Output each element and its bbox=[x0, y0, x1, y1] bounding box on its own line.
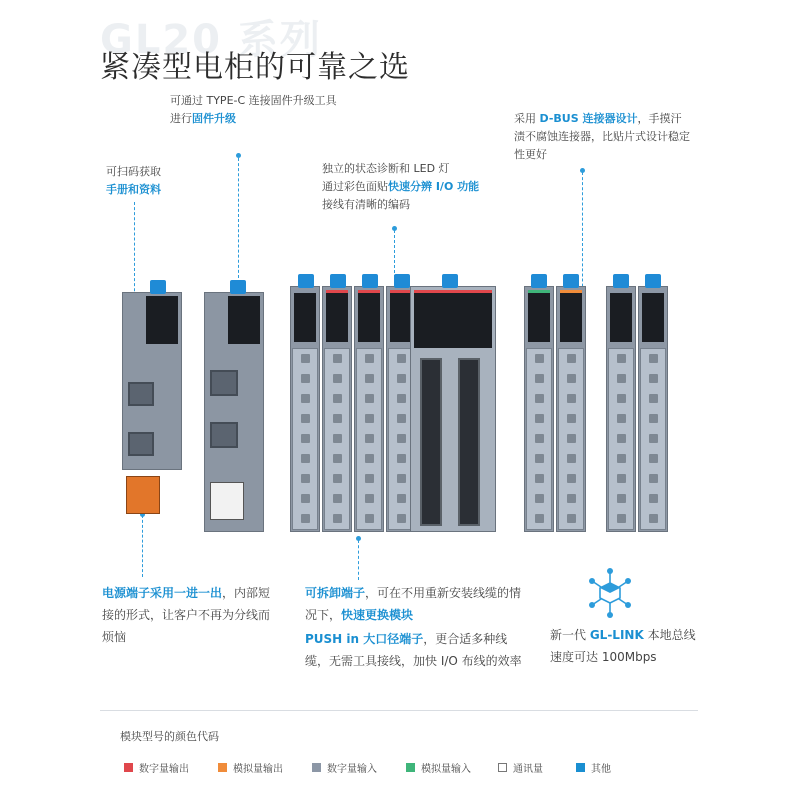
note-led-highlight: 快速分辨 I/O 功能 bbox=[388, 180, 480, 193]
terminal-hole bbox=[567, 354, 576, 363]
legend-label-digital-input: 数字量输入 bbox=[327, 764, 377, 775]
terminal-hole bbox=[567, 394, 576, 403]
ethernet-port-2 bbox=[128, 432, 154, 456]
terminal-hole bbox=[333, 354, 342, 363]
note-firmware-highlight: 固件升级 bbox=[192, 112, 236, 125]
note-scan bbox=[106, 163, 196, 199]
terminal-hole bbox=[617, 414, 626, 423]
led-panel-io-1 bbox=[294, 290, 316, 342]
terminal-hole bbox=[365, 454, 374, 463]
legend-swatch-communication bbox=[498, 763, 507, 772]
note-removable-post: ，可在不用重新安装线缆的情况下， bbox=[305, 586, 522, 622]
terminal-hole bbox=[397, 494, 406, 503]
terminal-hole bbox=[535, 434, 544, 443]
page-title: 紧凑型电柜的可靠之选 bbox=[100, 50, 410, 85]
terminal-hole bbox=[365, 434, 374, 443]
din-clip-io-7 bbox=[613, 274, 629, 288]
terminal-hole bbox=[567, 414, 576, 423]
terminal-hole bbox=[567, 494, 576, 503]
note-dbus-pre: 采用 bbox=[514, 112, 540, 125]
note-removable-highlight-2: 快速更换模块 bbox=[341, 608, 414, 622]
note-dbus-highlight: D-BUS 连接器设计 bbox=[539, 112, 638, 125]
terminal-hole bbox=[397, 454, 406, 463]
note-led-line3: 接线有清晰的编码 bbox=[322, 198, 410, 211]
terminal-hole bbox=[649, 354, 658, 363]
callout-line-power bbox=[142, 515, 143, 577]
note-glink-post: 本地总线 bbox=[643, 628, 696, 642]
callout-dot-firmware bbox=[236, 153, 241, 158]
terminal-hole bbox=[333, 394, 342, 403]
ethernet-port-3 bbox=[210, 370, 238, 396]
status-panel-cpu-1 bbox=[146, 296, 178, 344]
terminal-hole bbox=[567, 454, 576, 463]
note-scan-text: 可扫码获取 bbox=[106, 165, 161, 178]
note-scan-highlight: 手册和资料 bbox=[106, 183, 161, 196]
terminal-hole bbox=[301, 474, 310, 483]
terminal-hole bbox=[333, 434, 342, 443]
terminal-hole bbox=[301, 494, 310, 503]
terminal-hole bbox=[535, 394, 544, 403]
legend-item-other bbox=[576, 760, 611, 775]
legend-swatch-other bbox=[576, 763, 585, 772]
led-panel-io-8 bbox=[642, 290, 664, 342]
terminal-hole bbox=[617, 454, 626, 463]
note-glink-pre: 新一代 bbox=[550, 628, 590, 642]
terminal-hole bbox=[333, 474, 342, 483]
terminal-hole bbox=[333, 494, 342, 503]
note-push-highlight: PUSH in 大口径端子 bbox=[305, 632, 424, 646]
din-clip-io-3 bbox=[362, 274, 378, 288]
status-panel-cpu-2 bbox=[228, 296, 260, 344]
note-dbus-post: ，手摸汗渍不腐蚀连接器，比贴片式设计稳定性更好 bbox=[514, 112, 690, 161]
terminal-hole bbox=[649, 374, 658, 383]
note-led-line2: 通过彩色面贴 bbox=[322, 180, 388, 193]
terminal-hole bbox=[333, 514, 342, 523]
led-panel-io-6 bbox=[560, 290, 582, 342]
legend-swatch-analog-input bbox=[406, 763, 415, 772]
led-panel-io-7 bbox=[610, 290, 632, 342]
terminal-hole bbox=[649, 514, 658, 523]
terminal-hole bbox=[535, 374, 544, 383]
terminal-hole bbox=[365, 374, 374, 383]
din-clip-io-8 bbox=[645, 274, 661, 288]
terminal-hole bbox=[365, 394, 374, 403]
series-watermark: GL20 系列 bbox=[100, 17, 322, 63]
terminal-hole bbox=[397, 474, 406, 483]
terminal-hole bbox=[365, 494, 374, 503]
legend-title: 模块型号的颜色代码 bbox=[120, 730, 219, 743]
note-removable-highlight: 可拆卸端子 bbox=[305, 586, 366, 600]
note-power-highlight: 电源端子采用一进一出 bbox=[102, 586, 223, 600]
terminal-hole bbox=[649, 414, 658, 423]
terminal-hole bbox=[617, 354, 626, 363]
din-clip-io-1 bbox=[298, 274, 314, 288]
terminal-hole bbox=[535, 474, 544, 483]
terminal-hole bbox=[617, 434, 626, 443]
din-clip-cpu-2 bbox=[230, 280, 246, 294]
note-firmware bbox=[170, 92, 340, 128]
terminal-hole bbox=[535, 514, 544, 523]
terminal-hole bbox=[649, 394, 658, 403]
terminal-hole bbox=[617, 494, 626, 503]
terminal-hole bbox=[617, 474, 626, 483]
terminal-hole bbox=[365, 414, 374, 423]
legend-label-analog-input: 模拟量输入 bbox=[421, 764, 471, 775]
note-glink-highlight: GL-LINK bbox=[589, 628, 644, 642]
callout-line-firmware bbox=[238, 158, 239, 278]
terminal-hole bbox=[535, 494, 544, 503]
legend-label-communication: 通讯量 bbox=[513, 764, 543, 775]
legend-item-analog-input bbox=[406, 760, 471, 775]
terminal-hole bbox=[617, 374, 626, 383]
legend-label-other: 其他 bbox=[591, 764, 611, 775]
led-panel-io-2 bbox=[326, 290, 348, 342]
note-power bbox=[102, 582, 280, 648]
terminal-hole bbox=[397, 354, 406, 363]
terminal-hole bbox=[301, 414, 310, 423]
din-clip-io-6 bbox=[563, 274, 579, 288]
terminal-hole bbox=[333, 454, 342, 463]
terminal-hole bbox=[365, 354, 374, 363]
callout-line-removable bbox=[358, 540, 359, 580]
led-panel-io-4 bbox=[390, 290, 412, 342]
legend-item-digital-input bbox=[312, 760, 377, 775]
ethernet-port-4 bbox=[210, 422, 238, 448]
power-terminal-cpu-2 bbox=[210, 482, 244, 520]
din-clip-io-4 bbox=[394, 274, 410, 288]
note-glink bbox=[550, 624, 720, 668]
terminal-hole bbox=[649, 494, 658, 503]
terminal-hole bbox=[333, 374, 342, 383]
terminal-hole bbox=[567, 514, 576, 523]
legend-item-analog-output bbox=[218, 760, 283, 775]
terminal-hole bbox=[301, 354, 310, 363]
note-dbus bbox=[514, 110, 692, 164]
terminal-hole bbox=[535, 414, 544, 423]
din-clip-32ch bbox=[442, 274, 458, 288]
terminal-hole bbox=[397, 414, 406, 423]
led-panel-io-3 bbox=[358, 290, 380, 342]
terminal-hole bbox=[535, 354, 544, 363]
callout-dot-dbus bbox=[580, 168, 585, 173]
din-clip-cpu-1 bbox=[150, 280, 166, 294]
callout-dot-led bbox=[392, 226, 397, 231]
terminal-hole bbox=[301, 374, 310, 383]
ethernet-port-1 bbox=[128, 382, 154, 406]
terminal-hole bbox=[397, 514, 406, 523]
terminal-hole bbox=[365, 514, 374, 523]
note-removable bbox=[305, 582, 523, 626]
terminal-hole bbox=[301, 434, 310, 443]
terminal-hole bbox=[649, 454, 658, 463]
note-firmware-text: 可通过 TYPE-C 连接固件升级工具进行 bbox=[170, 94, 337, 125]
terminal-hole bbox=[397, 394, 406, 403]
terminal-hole bbox=[567, 434, 576, 443]
terminal-hole bbox=[365, 474, 374, 483]
note-glink-line2: 速度可达 100Mbps bbox=[550, 650, 657, 664]
terminal-hole bbox=[397, 434, 406, 443]
power-terminal-cpu-1 bbox=[126, 476, 160, 514]
terminal-hole bbox=[567, 474, 576, 483]
terminal-hole bbox=[535, 454, 544, 463]
terminal-hole bbox=[649, 474, 658, 483]
terminal-hole bbox=[333, 414, 342, 423]
terminal-hole bbox=[649, 434, 658, 443]
note-led bbox=[322, 160, 522, 214]
note-led-line1: 独立的状态诊断和 LED 灯 bbox=[322, 162, 450, 175]
legend-swatch-digital-input bbox=[312, 763, 321, 772]
led-panel-32ch bbox=[414, 290, 492, 348]
idc-connector-2 bbox=[458, 358, 480, 526]
legend-item-digital-output bbox=[124, 760, 189, 775]
terminal-hole bbox=[567, 374, 576, 383]
terminal-hole bbox=[301, 514, 310, 523]
note-push-post: ，更合适多种线缆，无需工具接线，加快 I/O 布线的效率 bbox=[305, 632, 522, 668]
legend-label-analog-output: 模拟量输出 bbox=[233, 764, 283, 775]
terminal-hole bbox=[301, 454, 310, 463]
led-panel-io-5 bbox=[528, 290, 550, 342]
legend-swatch-analog-output bbox=[218, 763, 227, 772]
legend-item-communication bbox=[498, 760, 543, 775]
legend-label-digital-output: 数字量输出 bbox=[139, 764, 189, 775]
callout-dot-removable bbox=[356, 536, 361, 541]
idc-connector-1 bbox=[420, 358, 442, 526]
note-push bbox=[305, 628, 523, 672]
terminal-hole bbox=[301, 394, 310, 403]
legend-swatch-digital-output bbox=[124, 763, 133, 772]
terminal-hole bbox=[617, 514, 626, 523]
legend-divider bbox=[100, 710, 698, 711]
gl-link-network-icon bbox=[584, 567, 636, 619]
note-power-post: ，内部短接的形式，让客户不再为分线而烦恼 bbox=[102, 586, 271, 644]
din-clip-io-2 bbox=[330, 274, 346, 288]
terminal-hole bbox=[617, 394, 626, 403]
terminal-hole bbox=[397, 374, 406, 383]
din-clip-io-5 bbox=[531, 274, 547, 288]
